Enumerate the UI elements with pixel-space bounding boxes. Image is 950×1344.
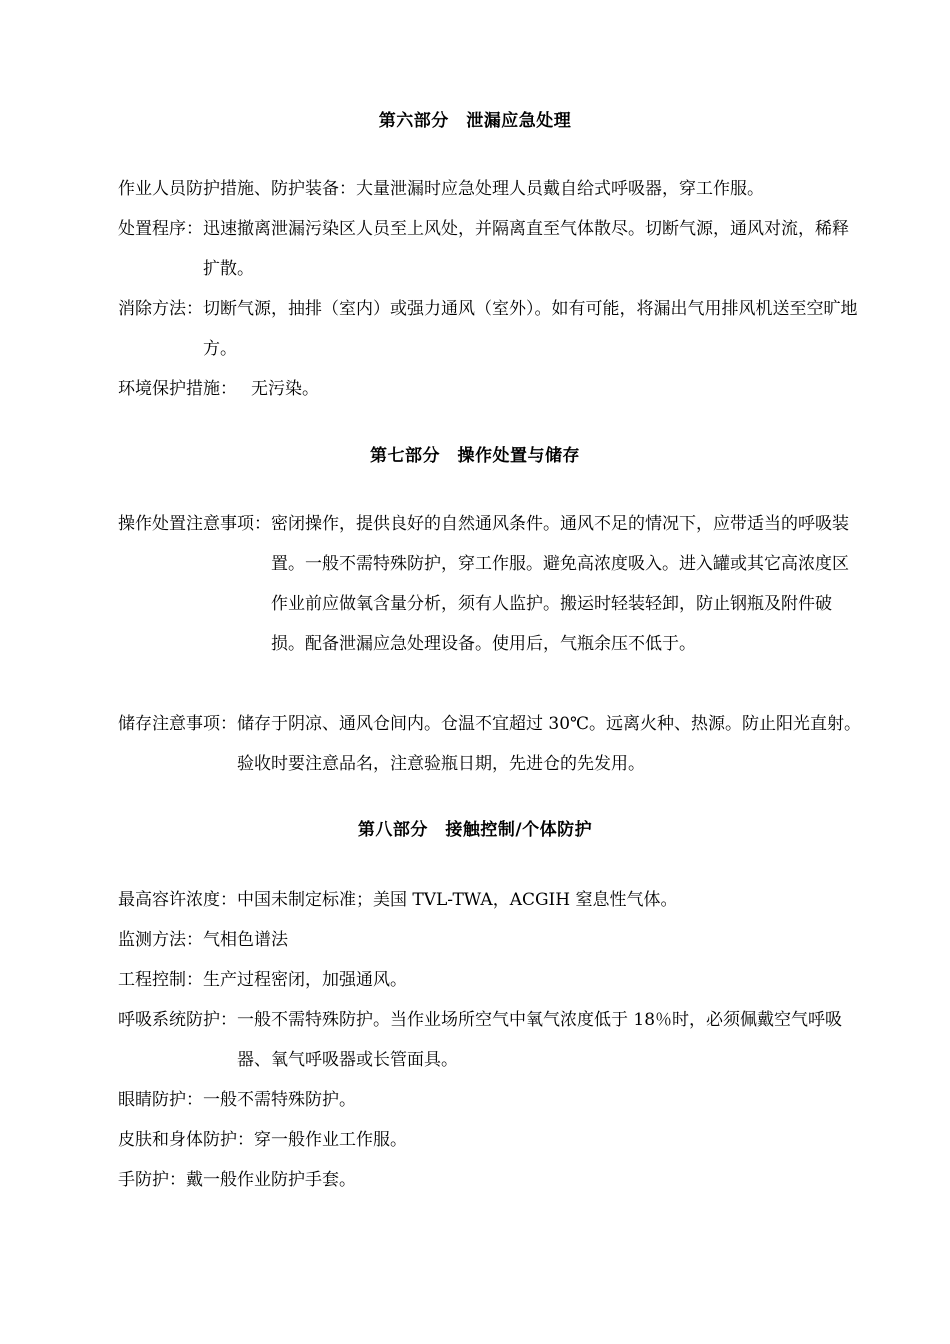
item-value: 气相色谱法 (203, 930, 288, 950)
item-eye-protection (118, 1080, 863, 1120)
item-elimination-method (118, 289, 863, 369)
item-label: 监测方法： (118, 930, 203, 950)
item-value: 无污染。 (251, 379, 319, 399)
item-storage-precautions (118, 704, 863, 784)
item-handling-precautions (118, 504, 863, 664)
item-value: 大量泄漏时应急处理人员戴自给式呼吸器，穿工作服。 (356, 179, 764, 199)
section-title-6: 第六部分 泄漏应急处理 (378, 111, 572, 131)
item-engineering-control (118, 960, 863, 1000)
item-label: 眼睛防护： (118, 1090, 203, 1110)
section-title-7: 第七部分 操作处置与储存 (370, 446, 580, 466)
item-value: 生产过程密闭，加强通风。 (203, 970, 407, 990)
item-value: 切断气源，抽排（室内）或强力通风（室外）。如有可能，将漏出气用排风机送至空旷地方。 (203, 299, 858, 359)
item-environmental-protection (118, 369, 863, 409)
item-label: 皮肤和身体防护： (118, 1130, 254, 1150)
item-value: 穿一般作业工作服。 (254, 1130, 407, 1150)
item-label: 消除方法： (118, 299, 203, 319)
item-value: 一般不需特殊防护。 (203, 1090, 356, 1110)
item-value: 戴一般作业防护手套。 (186, 1170, 356, 1190)
item-label: 工程控制： (118, 970, 203, 990)
item-label: 储存注意事项： (118, 714, 237, 734)
item-label: 手防护： (118, 1170, 186, 1190)
item-value: 一般不需特殊防护。当作业场所空气中氧气浓度低于 18％时，必须佩戴空气呼吸器、氧气呼吸器或长管面具。 (237, 1010, 843, 1070)
item-skin-body-protection (118, 1120, 863, 1160)
item-label: 最高容许浓度： (118, 890, 237, 910)
item-value: 储存于阴凉、通风仓间内。仓温不宜超过 30℃。远离火种、热源。防止阳光直射。验收时要注意品名，注意验瓶日期，先进仓的先发用。 (237, 714, 862, 774)
item-protective-measures (118, 169, 863, 209)
item-max-allowable-concentration (118, 880, 863, 920)
item-value: 中国未制定标准；美国 TVL-TWA，ACGIH 窒息性气体。 (237, 890, 678, 910)
item-monitoring-method (118, 920, 863, 960)
item-label: 作业人员防护措施、防护装备： (118, 179, 356, 199)
item-label: 操作处置注意事项： (118, 514, 271, 534)
item-hand-protection (118, 1160, 863, 1200)
item-label: 环境保护措施： (118, 379, 237, 399)
item-label: 处置程序： (118, 219, 203, 239)
item-respiratory-protection (118, 1000, 863, 1080)
item-label: 呼吸系统防护： (118, 1010, 237, 1030)
item-disposal-procedure (118, 209, 863, 289)
item-value: 迅速撤离泄漏污染区人员至上风处，并隔离直至气体散尽。切断气源，通风对流，稀释扩散。 (203, 219, 849, 279)
section-title-8: 第八部分 接触控制/个体防护 (357, 820, 593, 840)
item-value: 密闭操作，提供良好的自然通风条件。通风不足的情况下，应带适当的呼吸装置。一般不需特殊防护，穿工作服。避免高浓度吸入。进入罐或其它高浓度区作业前应做氧含量分析，须有人监护。搬运时轻装轻卸，防止钢瓶及附件破损。配备泄漏应急处理设备。使用后，气瓶余压不低于。 (271, 514, 849, 654)
